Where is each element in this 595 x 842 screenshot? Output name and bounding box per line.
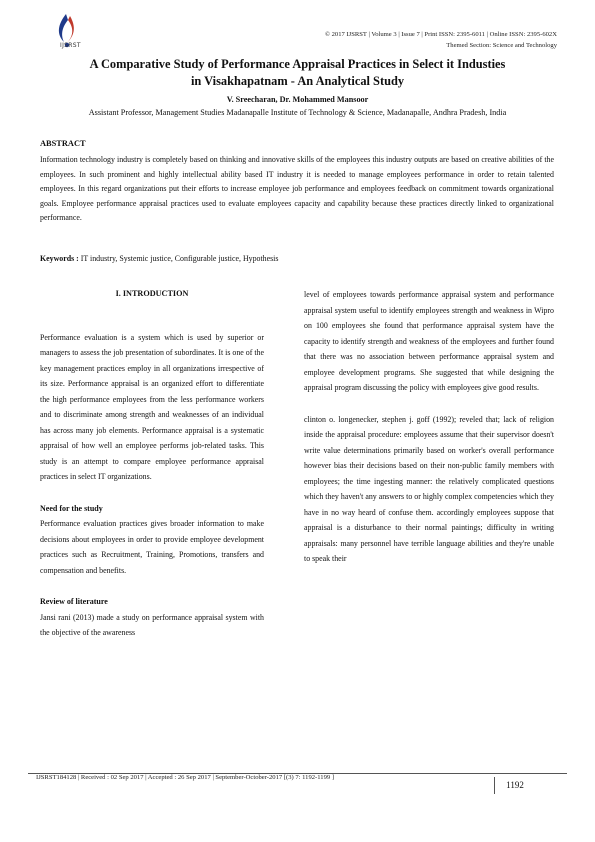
section-heading-introduction: I. INTRODUCTION [115, 289, 189, 298]
page-number: 1192 [494, 777, 535, 794]
paper-title-line1: A Comparative Study of Performance Appraisal Practices in Select it Industies [89, 57, 506, 71]
need-for-study-paragraph: Performance evaluation practices gives broader information to make decisions about employees in order to provide employee development practices such as Recruitment, Training, Promotions, transfers and compensation and benefits. [40, 519, 264, 575]
journal-logo-text: IJSRST [60, 42, 81, 49]
right-column [304, 287, 554, 567]
journal-meta-line: © 2017 IJSRST | Volume 3 | Issue 7 | Print ISSN: 2395-6011 | Online ISSN: 2395-602X [324, 31, 557, 38]
journal-meta [325, 29, 557, 51]
spacer [40, 485, 264, 501]
paper-authors: V. Sreecharan, Dr. Mohammed Mansoor [226, 95, 369, 104]
spacer [304, 396, 554, 412]
need-for-study-heading: Need for the study [40, 503, 103, 513]
longenecker-paragraph: clinton o. longenecker, stephen j. goff (1992); reveled that; lack of religion inside the appraisal procedure: employees assume that their supervisor doesn't write value determinations primarily based on worker's overall performance however bias their decisions based on their non-public family members with employees; the time ingesting manner: the relatively complicated questions which they haven't any answers to or highly complex competencies which they have in no way heard of confuse them. accordingly employees suppose that appraisal is a disturbance to their normal paintings; difficulty in writing appraisals: many personnel have terrible language abilities and they're unable to speak their [304, 414, 554, 563]
spacer [40, 316, 264, 330]
keywords-label: Keywords : [40, 254, 79, 263]
paper-title [30, 56, 565, 90]
keywords-list: IT industry, Systemic justice, Configurable justice, Hypothesis [78, 254, 279, 263]
footer-citation: IJSRST184128 | Received : 02 Sep 2017 | Accepted : 26 Sep 2017 | September-October-2017 [(3) 7: 1192-1199 ] [36, 774, 335, 781]
review-literature-heading: Review of literature [40, 597, 108, 606]
abstract-text: Information technology industry is completely based on thinking and innovative skills of the employees this industry outputs are based on creative abilities of the employees. In such prominent and highly intellectual ability based IT industry it is needed to manage employees performance in order to retain talented employees. In this regard organizations put their efforts to increase employee job performance and employees feedback on commitment towards organizational goals. Employee performance appraisal practices used to evaluate employees capacity and capability because these practices directly linked to organizational performance. [40, 155, 554, 222]
intro-paragraph: Performance evaluation is a system which is used by superior or managers to assess the job presentation of subordinates. It is one of the key management practices employ in all organizations irrespective of its size. Performance appraisal is an organized effort to differentiate the high performance employees from the less performance workers and to discriminate among strength and weaknesses of an individual has across many job elements. Performance appraisal is a systematic appraisal of how well an employee performs job-related tasks. This study is an attempt to compare employee performance appraisal practices in select IT organizations. [40, 332, 264, 481]
keywords-line [40, 254, 278, 263]
abstract-heading: ABSTRACT [40, 139, 86, 148]
left-column [40, 286, 264, 641]
paper-affiliation: Assistant Professor, Management Studies Madanapalle Institute of Technology & Science, Madanapalle, Andhra Pradesh, India [88, 108, 507, 117]
themed-section: Themed Section: Science and Technology [446, 42, 557, 49]
review-continued-paragraph: level of employees towards performance appraisal system and performance appraisal system useful to identify employees strength and weakness in Wipro on 100 employees she found that performance appraisal system have the capacity to identify strength and weakness of the employees and further found that there was no association between performance appraisal system and employee development programs. She suggested that while designing the appraisal program discussing the policy with employees give good results. [304, 290, 554, 392]
review-literature-paragraph: Jansi rani (2013) made a study on performance appraisal system with the objective of the awareness [40, 612, 264, 637]
spacer [40, 578, 264, 594]
paper-title-line2: in Visakhapatnam - An Analytical Study [190, 74, 405, 88]
